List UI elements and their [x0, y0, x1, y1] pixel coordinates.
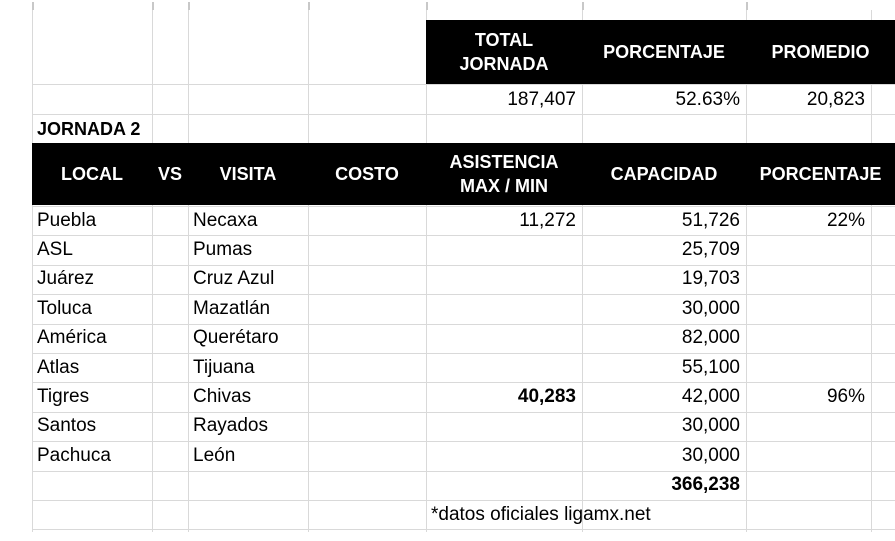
header-vs[interactable]: VS — [152, 143, 188, 205]
cell-visita[interactable]: Pumas — [193, 239, 253, 261]
summary-header-average[interactable]: PROMEDIO — [746, 20, 895, 84]
cell-asistencia[interactable] — [426, 294, 582, 323]
cell-local[interactable]: Juárez — [37, 268, 95, 290]
cell-asistencia[interactable] — [426, 353, 582, 382]
grid-line-vertical — [871, 10, 872, 532]
column-tick — [32, 2, 34, 10]
cell-visita[interactable]: Mazatlán — [193, 297, 271, 319]
cell-capacidad[interactable]: 30,000 — [681, 415, 740, 437]
cell-asistencia[interactable] — [426, 441, 582, 470]
summary-total-value[interactable]: 187,407 — [507, 89, 576, 110]
cell-capacidad[interactable]: 55,100 — [681, 356, 740, 378]
column-tick — [152, 2, 154, 10]
column-tick — [582, 2, 584, 10]
summary-average-value[interactable]: 20,823 — [806, 89, 865, 110]
cell-asistencia[interactable]: 40,283 — [517, 386, 576, 408]
cell-local[interactable]: Puebla — [37, 209, 97, 231]
summary-header-percentage[interactable]: PORCENTAJE — [582, 20, 746, 84]
cell-visita[interactable]: Cruz Azul — [193, 268, 275, 290]
header-local[interactable]: LOCAL — [32, 143, 152, 205]
section-title[interactable]: JORNADA 2 — [37, 119, 141, 139]
cell-porcentaje[interactable] — [746, 441, 871, 470]
cell-local[interactable]: Atlas — [37, 356, 80, 378]
cell-porcentaje[interactable] — [746, 235, 871, 264]
cell-local[interactable]: Tigres — [37, 386, 90, 408]
cell-capacidad[interactable]: 19,703 — [681, 268, 740, 290]
cell-visita[interactable]: León — [193, 444, 236, 466]
cell-local[interactable]: Toluca — [37, 297, 92, 319]
cell-asistencia[interactable]: 11,272 — [519, 209, 576, 231]
header-asistencia[interactable]: ASISTENCIA MAX / MIN — [426, 143, 582, 205]
total-capacity[interactable]: 366,238 — [671, 474, 740, 495]
header-costo[interactable]: COSTO — [308, 143, 426, 205]
cell-porcentaje[interactable] — [746, 324, 871, 353]
cell-asistencia[interactable] — [426, 324, 582, 353]
header-capacidad[interactable]: CAPACIDAD — [582, 143, 746, 205]
cell-visita[interactable]: Necaxa — [193, 209, 258, 231]
cell-capacidad[interactable]: 30,000 — [681, 444, 740, 466]
grid-line-horizontal — [32, 114, 895, 115]
cell-capacidad[interactable]: 51,726 — [681, 209, 740, 231]
column-tick — [188, 2, 190, 10]
cell-capacidad[interactable]: 25,709 — [681, 239, 740, 261]
cell-capacidad[interactable]: 30,000 — [681, 297, 740, 319]
grid-line-horizontal — [32, 84, 895, 85]
cell-porcentaje[interactable]: 22% — [826, 209, 865, 231]
cell-porcentaje[interactable]: 96% — [826, 386, 865, 408]
header-porcentaje[interactable]: PORCENTAJE — [746, 143, 895, 205]
cell-local[interactable]: ASL — [37, 239, 73, 261]
grid-line-horizontal — [32, 471, 895, 472]
cell-asistencia[interactable] — [426, 235, 582, 264]
summary-percentage-value[interactable]: 52.63% — [675, 89, 740, 110]
cell-porcentaje[interactable] — [746, 412, 871, 441]
cell-porcentaje[interactable] — [746, 294, 871, 323]
cell-visita[interactable]: Chivas — [193, 386, 252, 408]
summary-header-total[interactable]: TOTAL JORNADA — [426, 20, 582, 84]
cell-local[interactable]: Santos — [37, 415, 97, 437]
cell-asistencia[interactable] — [426, 412, 582, 441]
header-visita[interactable]: VISITA — [188, 143, 308, 205]
cell-capacidad[interactable]: 82,000 — [681, 327, 740, 349]
cell-visita[interactable]: Querétaro — [193, 327, 279, 349]
cell-local[interactable]: América — [37, 327, 107, 349]
grid-line-vertical — [308, 10, 309, 532]
footnote[interactable]: *datos oficiales ligamx.net — [431, 504, 651, 525]
cell-local[interactable]: Pachuca — [37, 444, 111, 466]
column-tick — [746, 2, 748, 10]
cell-porcentaje[interactable] — [746, 353, 871, 382]
cell-asistencia[interactable] — [426, 265, 582, 294]
cell-porcentaje[interactable] — [746, 265, 871, 294]
cell-visita[interactable]: Tijuana — [193, 356, 255, 378]
cell-capacidad[interactable]: 42,000 — [681, 386, 740, 408]
column-tick — [426, 2, 428, 10]
cell-visita[interactable]: Rayados — [193, 415, 268, 437]
column-tick — [308, 2, 310, 10]
